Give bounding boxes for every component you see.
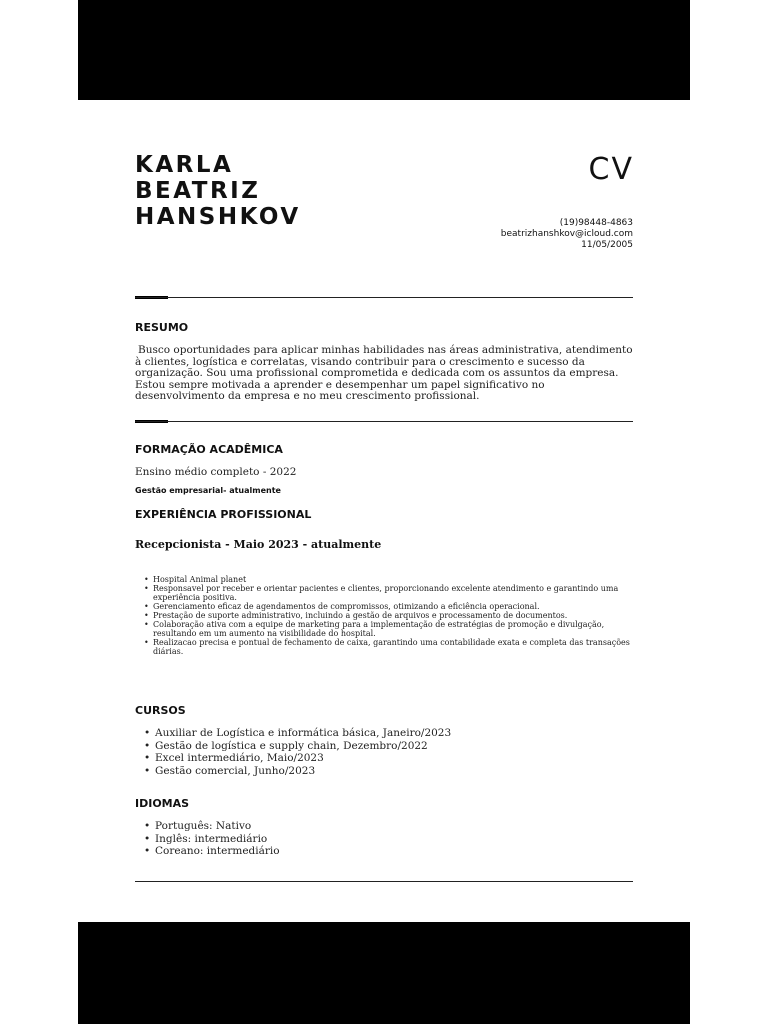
cv-label: CV [588,152,634,187]
formacao-title: FORMAÇÃO ACADÊMICA [135,443,283,456]
list-item: • Colaboração ativa com a equipe de marketing para a implementação de estratégias de promoção e divulgação, resultando em um aumento na visibilidade do hospital. [144,620,634,638]
bottom-divider [135,881,633,882]
list-item: • Prestação de suporte administrativo, incluindo a gestão de arquivos e processamento de documentos. [144,611,634,620]
contact-block [501,218,633,251]
date: 11/05/2005 [581,240,633,250]
idiomas-list [144,820,280,858]
cursos-list [144,727,451,777]
formacao-item-1: Ensino médio completo - 2022 [135,466,297,478]
section-divider [135,297,633,298]
phone: (19)98448-4863 [559,218,633,228]
resume-page [78,100,690,922]
list-item: • Coreano: intermediário [144,845,280,858]
resumo-title: RESUMO [135,321,189,334]
list-item: • Excel intermediário, Maio/2023 [144,752,451,765]
cursos-title: CURSOS [135,704,186,717]
bottom-black-bar [78,922,690,1024]
job-title: Recepcionista - Maio 2023 - atualmente [135,538,382,551]
experiencia-list [144,575,634,656]
idiomas-title: IDIOMAS [135,797,190,810]
list-item: • Português: Nativo [144,820,280,833]
section-divider [135,421,633,422]
name-line-2: BEATRIZ [135,178,261,204]
list-item: • Gerenciamento eficaz de agendamentos de compromissos, otimizando a eficiência operacional. [144,602,634,611]
list-item: • Gestão comercial, Junho/2023 [144,765,451,778]
top-black-bar [78,0,690,100]
resumo-paragraph-1: Busco oportunidades para aplicar minhas habilidades nas áreas administrativa, atendimento à clientes, logística e correlatas, visando contribuir para o crescimento e sucesso da organização. Sou uma profissional comprometida e dedicada com os assuntos da empresa. [135,344,633,379]
candidate-name [135,152,301,230]
list-item: • Hospital Animal planet [144,575,634,584]
formacao-item-2: Gestão empresarial- atualmente [135,486,281,495]
experiencia-title: EXPERIÊNCIA PROFISSIONAL [135,508,312,521]
resumo-paragraph-2: Estou sempre motivada a aprender e desempenhar um papel significativo no desenvolvimento da empresa e no meu crescimento profissional. [135,378,545,402]
list-item: • Realizacao precisa e pontual de fechamento de caixa, garantindo uma contabilidade exata e completa das transações diárias. [144,638,634,656]
email: beatrizhanshkov@icloud.com [500,229,633,239]
list-item: • Auxiliar de Logística e informática básica, Janeiro/2023 [144,727,451,740]
list-item: • Responsavel por receber e orientar pacientes e clientes, proporcionando excelente atendimento e garantindo uma experiência positiva. [144,584,634,602]
name-line-3: HANSHKOV [135,204,301,230]
name-line-1: KARLA [135,152,234,178]
list-item: • Inglês: intermediário [144,833,280,846]
list-item: • Gestão de logística e supply chain, Dezembro/2022 [144,740,451,753]
resumo-text [135,345,633,403]
